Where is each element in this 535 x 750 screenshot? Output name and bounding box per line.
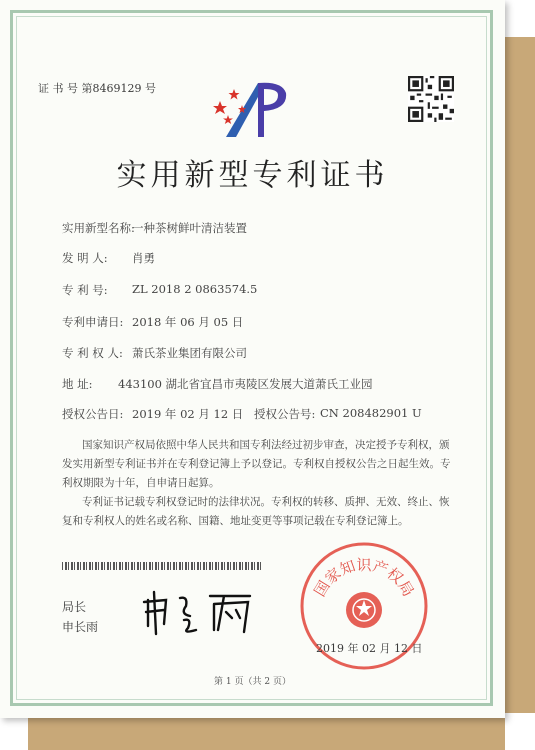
filing-date-value: 2018 年 06 月 05 日 (132, 315, 244, 329)
page-footer: 第 1 页（共 2 页） (214, 677, 291, 687)
seal-text: 国家知识产权局 (310, 556, 418, 600)
patent-number-value: ZL 2018 2 0863574.5 (132, 282, 258, 296)
grant-number-label: 授权公告号: (254, 407, 316, 421)
certificate-title: 实用新型专利证书 (116, 158, 389, 193)
grant-date-label: 授权公告日: (62, 407, 124, 421)
inventor-value: 肖勇 (132, 251, 155, 265)
name-value: 一种茶树鲜叶清洁装置 (132, 221, 247, 235)
seal-date: 2019 年 02 月 12 日 (316, 642, 423, 655)
patentee-value: 萧氏茶业集团有限公司 (132, 346, 247, 360)
signature-icon (140, 588, 260, 638)
patentee-label: 专 利 权 人: (62, 346, 123, 360)
inventor-label: 发 明 人: (62, 251, 108, 265)
address-value: 443100 湖北省宜昌市夷陵区发展大道萧氏工业园 (118, 377, 373, 391)
qr-code-icon (408, 76, 454, 122)
frame-right (505, 37, 535, 713)
director-name: 申长雨 (62, 620, 99, 634)
grant-date-value: 2019 年 02 月 12 日 (132, 407, 244, 421)
patent-number-label: 专 利 号: (62, 283, 108, 297)
paragraph-2: 专利证书记载专利权登记时的法律状况。专利权的转移、质押、无效、终止、恢复和专利权人的姓名或名称、国籍、地址变更等事项记载在专利登记簿上。 (62, 496, 450, 527)
barcode-icon (62, 562, 262, 570)
frame-bottom (28, 718, 505, 750)
director-title: 局长 (62, 600, 87, 614)
name-label: 实用新型名称: (62, 221, 135, 235)
cnipa-logo-icon (206, 75, 296, 145)
certificate-number: 证 书 号 第8469129 号 (38, 82, 156, 95)
paragraph-1: 国家知识产权局依照中华人民共和国专利法经过初步审查，决定授予专利权，颁发实用新型专利证书并在专利登记簿上予以登记。专利权自授权公告之日起生效。专利权期限为十年，自申请日起算。 (62, 439, 451, 489)
grant-number-value: CN 208482901 U (320, 406, 422, 420)
filing-date-label: 专利申请日: (62, 315, 124, 329)
address-label: 地 址: (62, 377, 93, 391)
